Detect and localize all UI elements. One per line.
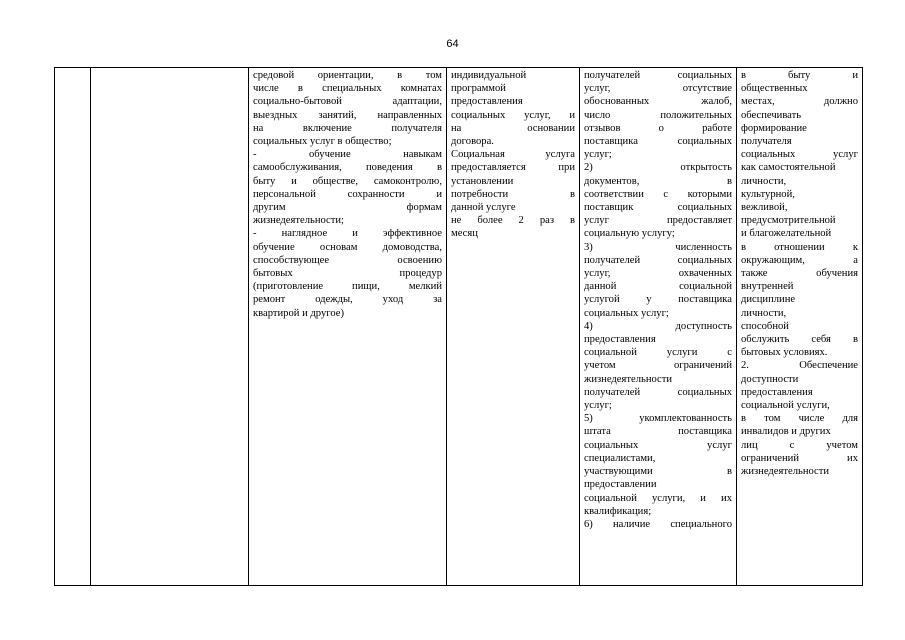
text-line: также обучения [741, 268, 858, 280]
text-line: социальной услуги, [741, 400, 830, 412]
text-line: 2. Обеспечение [741, 360, 858, 372]
text-line: самообслуживания, поведения в [253, 162, 442, 174]
text-line: социальных услуг, и [451, 109, 575, 121]
text-line: - обучение навыкам [253, 149, 442, 161]
text-line: индивидуальной [451, 70, 527, 81]
text-line: число положительных [584, 109, 732, 121]
text-line: инвалидов и других [741, 426, 831, 438]
cell-evaluation-criteria [737, 68, 863, 586]
text-line: социальной услуги с [584, 347, 732, 359]
text-line: в быту и [741, 70, 858, 81]
table-row [55, 68, 863, 586]
text-line: общественных [741, 83, 808, 95]
text-line: дисциплине [741, 294, 796, 306]
text-line: ограничений их [741, 452, 858, 464]
text-line: жизнедеятельности; [253, 215, 344, 227]
text-line: персональной сохранности и [253, 188, 442, 200]
cell-service-terms [447, 68, 580, 586]
text-line: установлении [451, 175, 514, 187]
services-table [54, 67, 863, 586]
text-line: документов, в [584, 175, 732, 187]
text-line: получателя [741, 136, 792, 148]
text-line: поставщик социальных [584, 202, 732, 214]
page-number: 64 [446, 38, 459, 50]
text-line: обеспечивать [741, 109, 802, 121]
text-line: бытовых условиях. [741, 347, 828, 359]
text-line: в отношении к [741, 241, 858, 253]
text-line: жизнедеятельности [741, 466, 830, 478]
text-line: жизнедеятельности [584, 373, 673, 385]
text-line: данной социальной [584, 281, 732, 293]
text-line: квартирой и другое) [253, 307, 344, 319]
text-line: программой [451, 83, 506, 95]
text-line: услуг; [584, 149, 612, 161]
text-line: обоснованных жалоб, [584, 96, 732, 108]
text-line: вежливой, [741, 202, 788, 214]
text-line: социальных услуг; [584, 307, 669, 319]
text-line: личности, [741, 175, 787, 187]
text-line: лиц с учетом [741, 439, 858, 451]
text-line: получателей социальных [584, 386, 732, 398]
cell-service-name [91, 68, 249, 586]
text-line: услуг, отсутствие [584, 83, 732, 95]
text-line: 4) доступность [584, 320, 732, 332]
cell-service-description [249, 68, 447, 586]
text-line: получателей социальных [584, 254, 732, 266]
text-line: способствующее освоению [253, 254, 442, 266]
text-line: - наглядное и эффективное [253, 228, 442, 240]
text-line: бытовых процедур [253, 268, 442, 280]
text-line: потребности в [451, 188, 575, 200]
text-line: другим формам [253, 202, 442, 214]
text-line: обслужить себя в [741, 334, 858, 346]
text-line: Социальная услуга [451, 149, 575, 161]
text-line: участвующими в [584, 466, 732, 478]
text-line: в том числе для [741, 413, 858, 425]
text-line: месяц [451, 228, 478, 240]
text-line: и благожелательной [741, 228, 832, 240]
text-line: штата поставщика [584, 426, 732, 438]
text-line: социальных услуг [741, 149, 858, 161]
text-line: услуг, охваченных [584, 268, 732, 280]
text-line: социальных услуг в общество; [253, 136, 392, 148]
text-line: предоставления [451, 96, 523, 108]
text-line: числе в специальных комнатах [253, 83, 442, 95]
text-line: выездных занятий, направленных [253, 109, 442, 121]
text-line: соответствии с которыми [584, 188, 732, 200]
text-line: услуг; [584, 400, 612, 412]
text-line: учетом ограничений [584, 360, 732, 372]
text-line: специалистами, [584, 452, 656, 464]
text-line: ремонт одежды, уход за [253, 294, 442, 306]
text-line: средовой ориентации, в том [253, 70, 442, 81]
text-line: предоставлении [584, 479, 657, 491]
text-line: услуг предоставляет [584, 215, 732, 227]
text-line: быту и обществе, самоконтролю, [253, 175, 442, 187]
text-line: личности, [741, 307, 787, 319]
text-line: на включение получателя [253, 122, 442, 134]
text-line: социальной услуги, и их [584, 492, 732, 504]
text-line: местах, должно [741, 96, 858, 108]
text-line: предусмотрительной [741, 215, 836, 227]
text-line: доступности [741, 373, 799, 385]
text-line: социально-бытовой адаптации, [253, 96, 442, 108]
text-line: формирование [741, 122, 807, 134]
text-line: предоставления [584, 334, 656, 346]
cell-number [55, 68, 91, 586]
text-line: социальных услуг [584, 439, 732, 451]
text-line: окружающим, а [741, 254, 858, 266]
text-line: получателей социальных [584, 70, 732, 81]
text-line: культурной, [741, 188, 795, 200]
text-line: данной услуге [451, 202, 516, 214]
text-line: внутренней [741, 281, 794, 293]
text-line: способной [741, 320, 789, 332]
text-line: предоставления [741, 386, 813, 398]
text-line: социальную услугу; [584, 228, 675, 240]
text-line: (приготовление пищи, мелкий [253, 281, 442, 293]
text-line: как самостоятельной [741, 162, 836, 174]
text-line: обучение основам домоводства, [253, 241, 442, 253]
text-line: не более 2 раз в [451, 215, 575, 227]
text-line: договора. [451, 136, 494, 148]
text-line: услугой у поставщика [584, 294, 732, 306]
text-line: 3) численность [584, 241, 732, 253]
text-line: на основании [451, 122, 575, 134]
text-line: отзывов о работе [584, 122, 732, 134]
text-line: предоставляется при [451, 162, 575, 174]
text-line: поставщика социальных [584, 136, 732, 148]
cell-quality-indicators [580, 68, 737, 586]
text-line: 2) открытость [584, 162, 732, 174]
text-line: 6) наличие специального [584, 518, 732, 530]
text-line: 5) укомплектованность [584, 413, 732, 425]
text-line: квалификация; [584, 505, 652, 517]
